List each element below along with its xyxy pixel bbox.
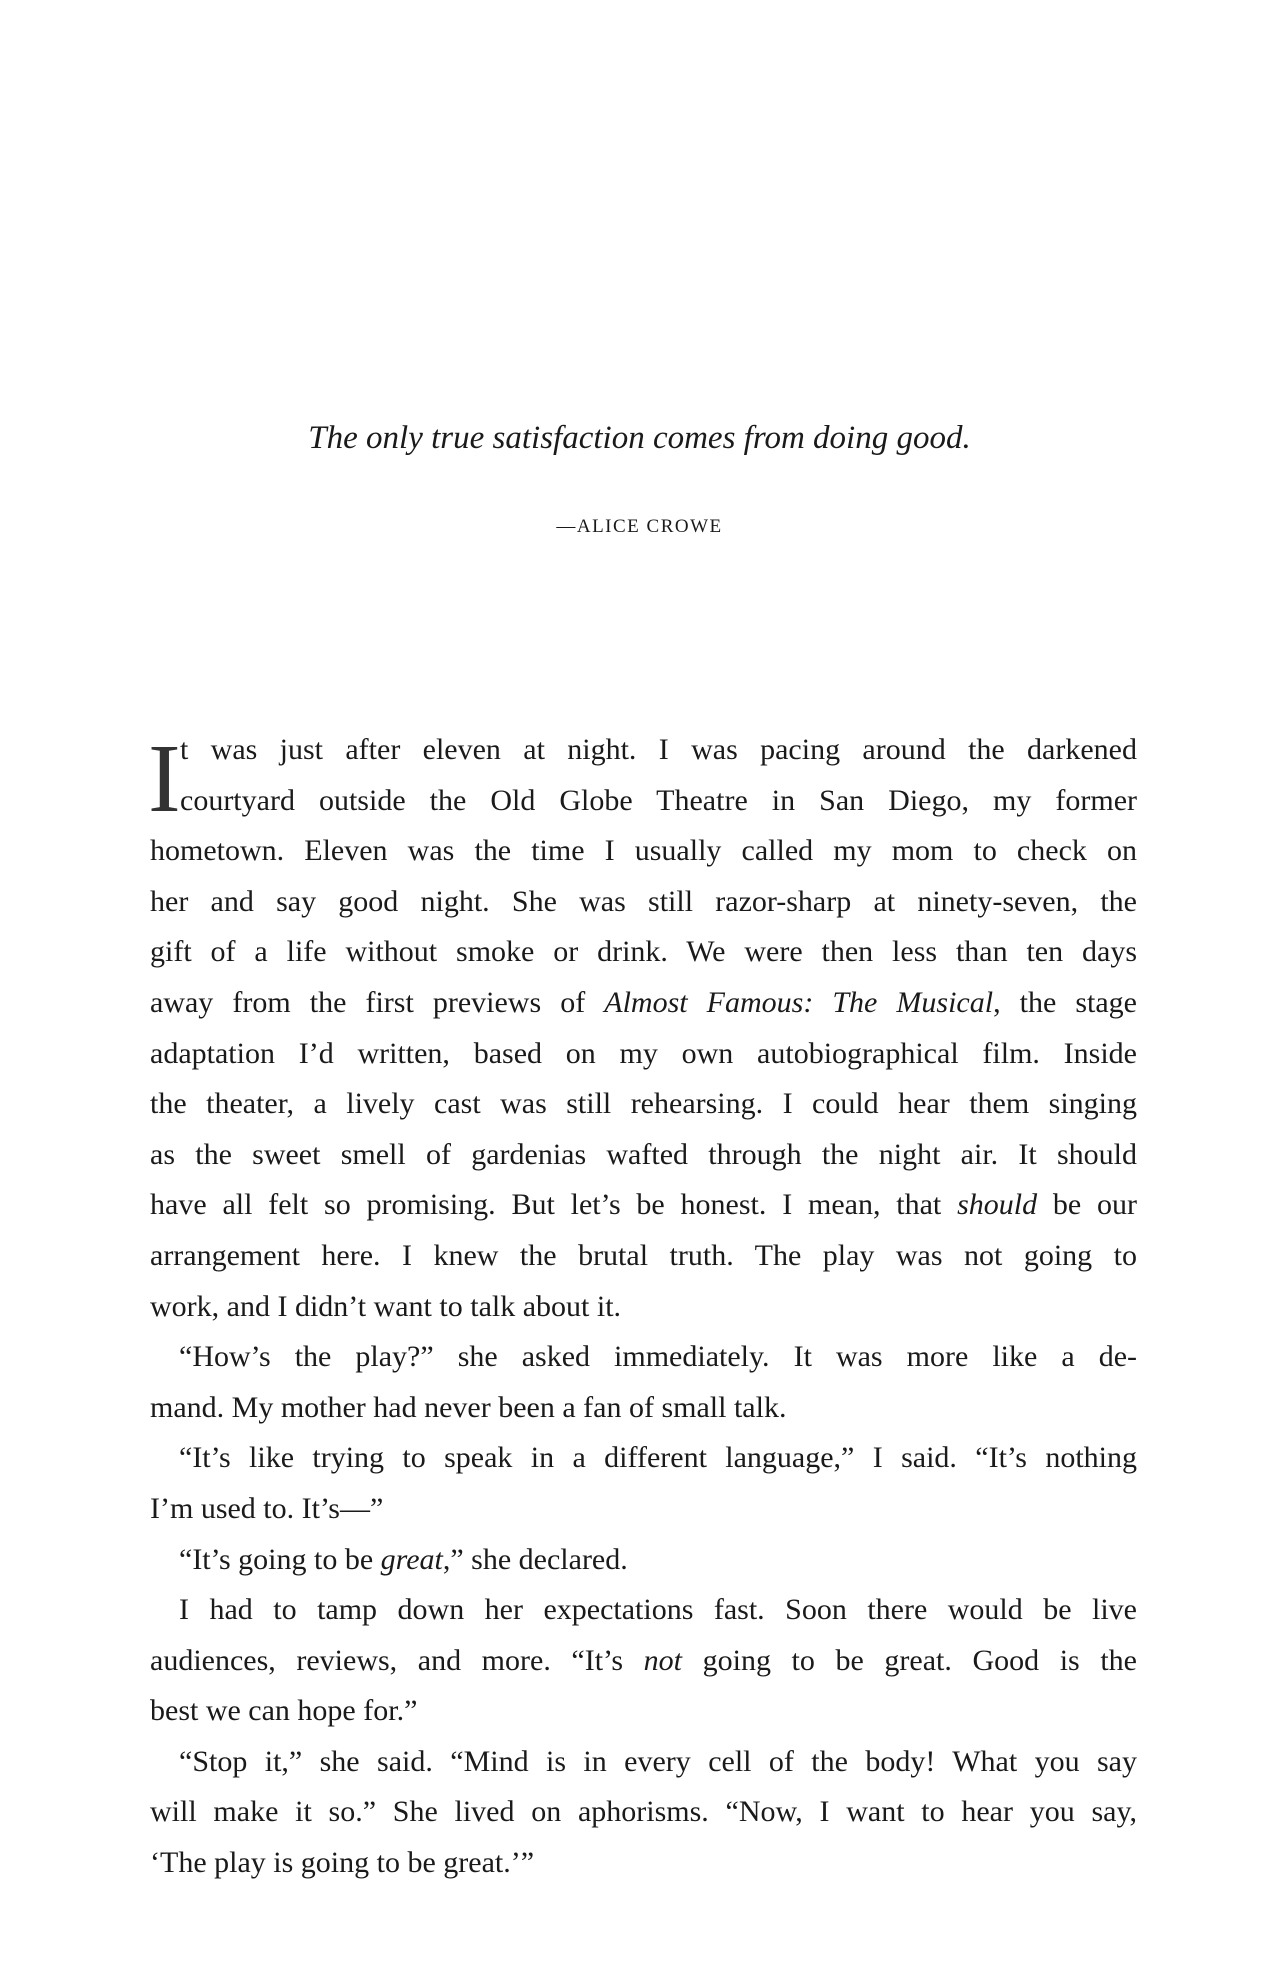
text-segment: going to be great. Good is the	[682, 1643, 1137, 1677]
text-line	[150, 877, 1137, 928]
text-line	[150, 1180, 1137, 1231]
text-line	[150, 776, 1137, 827]
text-segment: hometown. Eleven was the time I usually called my mom to check on	[150, 834, 1137, 868]
text-segment: “It’s like trying to speak in a different language,” I said. “It’s nothing	[179, 1441, 1137, 1475]
italic-text: great	[380, 1542, 443, 1576]
text-segment: be our	[1037, 1188, 1137, 1222]
text-segment: I had to tamp down her expectations fast. Soon there would be live	[179, 1593, 1137, 1627]
text-segment: audiences, reviews, and more. “It’s	[150, 1643, 644, 1677]
text-line	[150, 1838, 1137, 1889]
chapter-body	[150, 725, 1137, 1889]
text-line	[150, 1231, 1137, 1282]
text-line	[150, 1636, 1137, 1687]
text-line	[150, 1029, 1137, 1080]
text-line	[150, 1686, 1137, 1737]
italic-text: Almost Famous: The Musical	[604, 985, 994, 1019]
text-segment: “How’s the play?” she asked immediately. It was more like a de-	[179, 1340, 1137, 1374]
text-segment: as the sweet smell of gardenias wafted through the night air. It should	[150, 1137, 1137, 1171]
text-line	[150, 1079, 1137, 1130]
text-segment: I’m used to. It’s—”	[150, 1491, 384, 1525]
text-segment: the theater, a lively cast was still rehearsing. I could hear them singing	[150, 1087, 1137, 1121]
epigraph-quote: The only true satisfaction comes from doing good.	[308, 420, 971, 456]
text-line	[150, 725, 1137, 776]
text-segment: gift of a life without smoke or drink. We were then less than ten days	[150, 935, 1137, 969]
text-line	[150, 1737, 1137, 1788]
text-line	[150, 927, 1137, 978]
text-segment: work, and I didn’t want to talk about it.	[150, 1289, 622, 1323]
text-line	[150, 1332, 1137, 1383]
text-line	[150, 1130, 1137, 1181]
italic-text: should	[957, 1188, 1038, 1222]
text-segment: ,” she declared.	[442, 1542, 628, 1576]
text-segment: her and say good night. She was still razor-sharp at ninety-seven, the	[150, 884, 1137, 918]
epigraph-attribution: —ALICE CROWE	[556, 516, 723, 537]
text-segment: will make it so.” She lived on aphorisms. “Now, I want to hear you say,	[150, 1795, 1137, 1829]
text-segment: away from the first previews of	[150, 985, 605, 1019]
italic-text: not	[643, 1643, 683, 1677]
text-line	[150, 1383, 1137, 1434]
text-line	[150, 1282, 1137, 1333]
text-segment: arrangement here. I knew the brutal truth. The play was not going to	[150, 1238, 1137, 1272]
text-line	[150, 978, 1137, 1029]
text-segment: “Stop it,” she said. “Mind is in every cell of the body! What you say	[179, 1744, 1137, 1778]
text-line	[150, 1535, 1137, 1586]
text-segment: “It’s going to be	[179, 1542, 381, 1576]
text-line	[150, 826, 1137, 877]
text-line	[150, 1484, 1137, 1535]
text-line	[150, 1585, 1137, 1636]
text-segment: have all felt so promising. But let’s be honest. I mean, that	[150, 1188, 958, 1222]
drop-cap: I	[148, 725, 181, 833]
text-segment: ‘The play is going to be great.’”	[150, 1846, 535, 1880]
text-segment: courtyard outside the Old Globe Theatre in San Diego, my former	[180, 783, 1137, 817]
text-line	[150, 1787, 1137, 1838]
text-segment: adaptation I’d written, based on my own autobiographical film. Inside	[150, 1036, 1137, 1070]
text-segment: best we can hope for.”	[150, 1694, 418, 1728]
text-segment: mand. My mother had never been a fan of small talk.	[150, 1390, 787, 1424]
text-segment: t was just after eleven at night. I was pacing around the darkened	[180, 733, 1137, 766]
text-line	[150, 1433, 1137, 1484]
text-segment: , the stage	[993, 985, 1137, 1019]
